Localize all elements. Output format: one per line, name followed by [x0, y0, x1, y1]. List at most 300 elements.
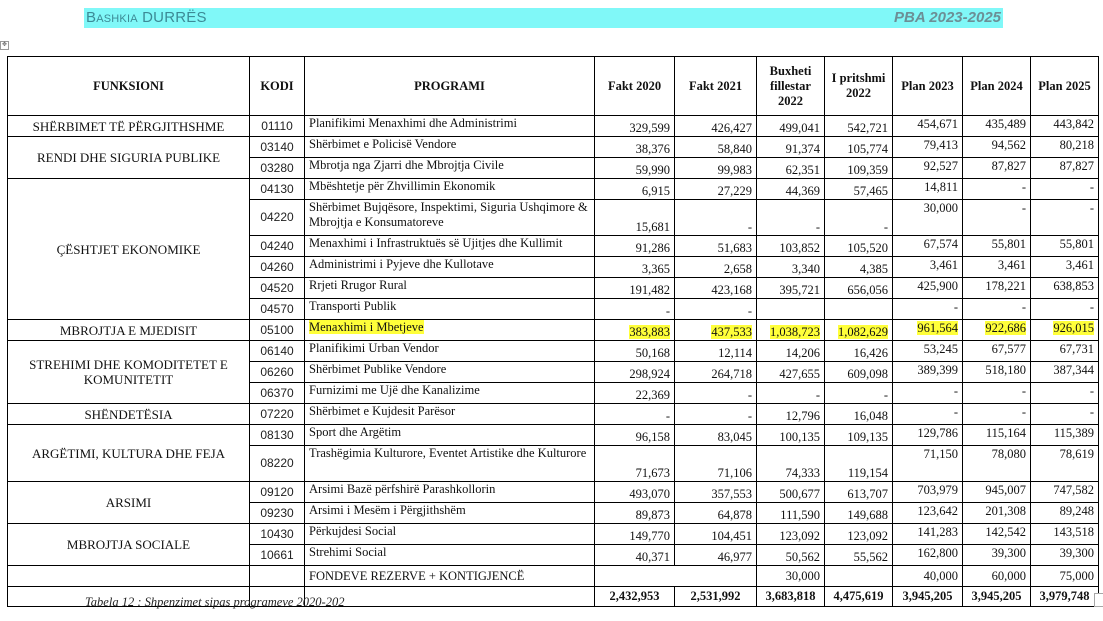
value-cell: [675, 257, 757, 278]
program-label: Administrimi i Pyjeve dhe Kullotave: [309, 257, 494, 271]
table-row: [8, 341, 1099, 362]
value-text: -: [1089, 201, 1094, 215]
value-text: 3,461: [929, 258, 958, 272]
value-cell: [595, 383, 675, 404]
value-cell: [675, 200, 757, 236]
value-text: 44,369: [785, 184, 820, 198]
total-cell: 3,945,205: [963, 587, 1031, 607]
value-text: 703,979: [917, 483, 958, 497]
value-text: 3,461: [997, 258, 1026, 272]
value-cell: [1031, 200, 1099, 236]
value-cell: [893, 236, 963, 257]
program-cell: [305, 482, 595, 503]
value-cell: [825, 404, 893, 425]
value-text: 123,092: [779, 529, 820, 543]
value-cell: [963, 278, 1031, 299]
program-label: Përkujdesi Social: [309, 524, 397, 538]
program-cell: [305, 179, 595, 200]
value-cell: [1031, 425, 1099, 446]
value-text: 3,461: [1065, 258, 1094, 272]
program-cell: [305, 200, 595, 236]
value-cell: [825, 545, 893, 566]
value-text: 518,180: [985, 363, 1026, 377]
title-initial: B: [86, 9, 97, 26]
value-cell: [963, 524, 1031, 545]
value-text: 499,041: [779, 121, 820, 135]
value-cell: [1031, 503, 1099, 524]
code-cell: 10430: [250, 524, 305, 545]
value-text: 105,520: [847, 241, 888, 255]
value-cell: 75,000: [1031, 566, 1099, 587]
function-cell: SHËNDETËSIA: [8, 404, 250, 425]
program-label: Shërbimet e Policisë Vendore: [309, 137, 457, 151]
code-cell: 04220: [250, 200, 305, 236]
value-text: 3,340: [791, 262, 820, 276]
function-cell: RENDI DHE SIGURIA PUBLIKE: [8, 137, 250, 179]
total-cell: 4,475,619: [825, 587, 893, 607]
program-label: Transporti Publik: [309, 299, 397, 313]
value-cell: [893, 482, 963, 503]
program-label: Arsimi i Mesëm i Përgjithshëm: [309, 503, 466, 517]
value-text: 1,038,723: [770, 325, 820, 339]
value-text: 67,731: [1059, 342, 1094, 356]
value-cell: [595, 566, 757, 587]
value-cell: [1031, 482, 1099, 503]
value-cell: [675, 425, 757, 446]
value-text: 500,677: [779, 487, 820, 501]
column-header: Plan 2024: [963, 57, 1031, 116]
value-cell: [675, 524, 757, 545]
value-text: -: [1021, 405, 1026, 419]
value-text: 142,542: [985, 525, 1026, 539]
function-cell: SHËRBIMET TË PËRGJITHSHME: [8, 116, 250, 137]
code-cell: 06260: [250, 362, 305, 383]
value-cell: [825, 566, 893, 587]
value-cell: [675, 383, 757, 404]
program-label: Menaxhimi i Infrastruktuës së Ujitjes dhe Kullimit: [309, 236, 563, 250]
value-text: -: [665, 304, 670, 318]
value-text: 115,164: [985, 426, 1026, 440]
value-cell: [893, 524, 963, 545]
value-cell: [1031, 116, 1099, 137]
table-move-handle-icon[interactable]: ✥: [1, 42, 8, 48]
value-cell: [595, 446, 675, 482]
value-cell: [963, 116, 1031, 137]
program-cell: [305, 320, 595, 341]
program-label: Planifikimi Menaxhimi dhe Administrimi: [309, 116, 517, 130]
value-text: 435,489: [985, 117, 1026, 131]
value-cell: 30,000: [757, 566, 825, 587]
value-text: 12,796: [785, 409, 820, 423]
value-cell: [595, 278, 675, 299]
value-cell: [757, 158, 825, 179]
value-cell: [757, 236, 825, 257]
value-cell: [893, 158, 963, 179]
value-cell: [963, 341, 1031, 362]
value-text: 201,308: [985, 504, 1026, 518]
column-header: FUNKSIONI: [8, 57, 250, 116]
value-text: 613,707: [847, 487, 888, 501]
value-cell: [595, 257, 675, 278]
program-cell: [305, 257, 595, 278]
value-cell: [963, 425, 1031, 446]
value-text: -: [665, 409, 670, 423]
value-cell: [757, 137, 825, 158]
code-cell: 08130: [250, 425, 305, 446]
value-cell: [675, 116, 757, 137]
reserve-row: [8, 566, 1099, 587]
value-text: -: [747, 409, 752, 423]
column-header: Fakt 2020: [595, 57, 675, 116]
value-text: 747,582: [1053, 483, 1094, 497]
value-text: 55,801: [991, 237, 1026, 251]
value-cell: [757, 179, 825, 200]
value-cell: [963, 299, 1031, 320]
value-cell: [1031, 341, 1099, 362]
value-text: 162,800: [917, 546, 958, 560]
value-text: 638,853: [1053, 279, 1094, 293]
table-row: [8, 116, 1099, 137]
value-text: 298,924: [629, 367, 670, 381]
value-text: 15,681: [635, 220, 670, 234]
value-text: 92,527: [923, 159, 958, 173]
program-label: Strehimi Social: [309, 545, 387, 559]
value-cell: [825, 503, 893, 524]
value-cell: [825, 137, 893, 158]
value-text: 67,577: [991, 342, 1026, 356]
value-cell: [963, 257, 1031, 278]
program-label: Sport dhe Argëtim: [309, 425, 402, 439]
value-cell: [963, 404, 1031, 425]
function-cell: STREHIMI DHE KOMODITETET E KOMUNITETIT: [8, 341, 250, 404]
function-cell: ARSIMI: [8, 482, 250, 524]
total-cell: 2,432,953: [595, 587, 675, 607]
value-text: 129,786: [917, 426, 958, 440]
function-cell: MBROJTJA SOCIALE: [8, 524, 250, 566]
value-cell: [963, 446, 1031, 482]
value-text: 493,070: [629, 487, 670, 501]
value-cell: [675, 545, 757, 566]
value-text: 100,135: [779, 430, 820, 444]
value-cell: [595, 299, 675, 320]
value-text: 191,482: [629, 283, 670, 297]
program-label: Mbrotja nga Zjarri dhe Mbrojtja Civile: [309, 158, 504, 172]
value-cell: [825, 299, 893, 320]
program-cell: [305, 158, 595, 179]
code-cell: 05100: [250, 320, 305, 341]
value-text: 87,827: [991, 159, 1026, 173]
value-cell: [1031, 236, 1099, 257]
value-cell: [825, 179, 893, 200]
value-cell: [1031, 383, 1099, 404]
value-cell: [675, 236, 757, 257]
value-cell: [757, 362, 825, 383]
value-text: -: [953, 300, 958, 314]
value-cell: [825, 524, 893, 545]
value-cell: [893, 179, 963, 200]
value-cell: [757, 446, 825, 482]
value-cell: [963, 320, 1031, 341]
value-cell: [825, 257, 893, 278]
value-cell: [675, 179, 757, 200]
pba-period: PBA 2023-2025: [893, 9, 1001, 26]
value-text: 115,389: [1053, 426, 1094, 440]
value-cell: [757, 482, 825, 503]
value-cell: [595, 236, 675, 257]
value-cell: [757, 503, 825, 524]
value-cell: [757, 341, 825, 362]
value-cell: [757, 200, 825, 236]
function-cell: ARGËTIMI, KULTURA DHE FEJA: [8, 425, 250, 482]
column-header: KODI: [250, 57, 305, 116]
value-cell: [825, 383, 893, 404]
value-cell: [675, 341, 757, 362]
value-cell: [825, 320, 893, 341]
code-cell: 06140: [250, 341, 305, 362]
code-cell: 09230: [250, 503, 305, 524]
code-cell: 01110: [250, 116, 305, 137]
value-text: 105,774: [847, 142, 888, 156]
value-cell: [1031, 320, 1099, 341]
value-text: 14,811: [924, 180, 958, 194]
program-cell: [305, 383, 595, 404]
program-cell: [305, 524, 595, 545]
value-cell: [595, 425, 675, 446]
value-cell: [675, 446, 757, 482]
code-cell: 03140: [250, 137, 305, 158]
value-text: -: [747, 304, 752, 318]
code-cell: 04240: [250, 236, 305, 257]
value-cell: [963, 236, 1031, 257]
value-cell: [825, 116, 893, 137]
value-cell: [963, 482, 1031, 503]
value-text: 149,770: [629, 529, 670, 543]
program-cell: [305, 425, 595, 446]
value-text: -: [1089, 180, 1094, 194]
value-cell: [893, 545, 963, 566]
program-cell: [305, 404, 595, 425]
value-text: 425,900: [917, 279, 958, 293]
value-text: 389,399: [917, 363, 958, 377]
value-text: -: [1021, 201, 1026, 215]
value-text: -: [1021, 180, 1026, 194]
table-header-row: [8, 57, 1099, 116]
value-cell: [963, 545, 1031, 566]
code-cell: 08220: [250, 446, 305, 482]
value-text: 395,721: [779, 283, 820, 297]
value-cell: [825, 446, 893, 482]
value-text: 103,852: [779, 241, 820, 255]
value-text: 67,574: [923, 237, 958, 251]
value-text: 78,080: [991, 447, 1026, 461]
value-cell: [595, 200, 675, 236]
total-cell: 3,979,748: [1031, 587, 1099, 607]
code-cell: 06370: [250, 383, 305, 404]
value-cell: [893, 503, 963, 524]
value-cell: 40,000: [893, 566, 963, 587]
value-text: 99,983: [717, 163, 752, 177]
value-cell: [893, 278, 963, 299]
value-cell: [893, 425, 963, 446]
table-caption: Tabela 12 : Shpenzimet sipas programeve 2020-202: [85, 595, 345, 609]
value-text: 14,206: [785, 346, 820, 360]
value-text: -: [1089, 405, 1094, 419]
code-cell: 10661: [250, 545, 305, 566]
value-text: 78,619: [1059, 447, 1094, 461]
value-text: -: [953, 384, 958, 398]
table-row: [8, 137, 1099, 158]
value-cell: [757, 425, 825, 446]
value-cell: [963, 503, 1031, 524]
value-text: 3,365: [641, 262, 670, 276]
value-text: 30,000: [923, 201, 958, 215]
value-text: 39,300: [1059, 546, 1094, 560]
value-text: -: [747, 220, 752, 234]
value-cell: [757, 524, 825, 545]
value-cell: [1031, 158, 1099, 179]
value-text: 454,671: [917, 117, 958, 131]
value-cell: [963, 137, 1031, 158]
table-row: [8, 179, 1099, 200]
program-cell: [305, 299, 595, 320]
value-cell: [595, 362, 675, 383]
value-cell: [595, 404, 675, 425]
value-cell: [1031, 278, 1099, 299]
empty-cell: [250, 566, 305, 587]
value-text: 62,351: [785, 163, 820, 177]
program-label: Shërbimet e Kujdesit Parësor: [309, 404, 456, 418]
value-text: 4,385: [859, 262, 888, 276]
program-cell: [305, 116, 595, 137]
value-text: 945,007: [985, 483, 1026, 497]
value-cell: [825, 200, 893, 236]
value-cell: [675, 137, 757, 158]
value-cell: [595, 320, 675, 341]
value-text: -: [953, 405, 958, 419]
value-text: 329,599: [629, 121, 670, 135]
value-cell: [675, 503, 757, 524]
value-text: 79,413: [923, 138, 958, 152]
value-text: 40,371: [635, 550, 670, 564]
value-text: 123,092: [847, 529, 888, 543]
value-cell: [675, 158, 757, 179]
value-text: 961,564: [917, 321, 958, 335]
program-label: Rrjeti Rrugor Rural: [309, 278, 407, 292]
value-text: 71,673: [635, 466, 670, 480]
program-label: Trashëgimia Kulturore, Eventet Artistike dhe Kulturore: [309, 446, 587, 460]
value-cell: [757, 545, 825, 566]
value-text: -: [1089, 300, 1094, 314]
value-cell: [825, 236, 893, 257]
table-resize-handle[interactable]: [1094, 593, 1103, 607]
column-header: PROGRAMI: [305, 57, 595, 116]
value-text: 178,221: [985, 279, 1026, 293]
value-cell: [1031, 137, 1099, 158]
table-row: [8, 425, 1099, 446]
column-header: I pritshmi 2022: [825, 57, 893, 116]
total-cell: 3,683,818: [757, 587, 825, 607]
reserve-label: FONDEVE REZERVE + KONTIGJENCË: [305, 566, 595, 587]
value-cell: [893, 320, 963, 341]
value-text: 91,286: [635, 241, 670, 255]
value-cell: [675, 299, 757, 320]
value-text: 656,056: [847, 283, 888, 297]
value-cell: [893, 299, 963, 320]
value-cell: [675, 404, 757, 425]
code-cell: 03280: [250, 158, 305, 179]
value-cell: [963, 362, 1031, 383]
value-text: -: [1089, 384, 1094, 398]
value-text: 264,718: [711, 367, 752, 381]
value-text: 59,990: [635, 163, 670, 177]
table-row: [8, 482, 1099, 503]
code-cell: 04130: [250, 179, 305, 200]
value-cell: [963, 200, 1031, 236]
value-cell: [675, 278, 757, 299]
value-text: 2,658: [723, 262, 752, 276]
value-text: 57,465: [853, 184, 888, 198]
value-cell: [893, 362, 963, 383]
document-header: [84, 8, 1003, 28]
value-cell: [825, 341, 893, 362]
value-cell: [825, 278, 893, 299]
code-cell: 04570: [250, 299, 305, 320]
value-cell: [825, 482, 893, 503]
value-cell: [1031, 446, 1099, 482]
code-cell: 07220: [250, 404, 305, 425]
budget-table: [7, 56, 1099, 607]
value-text: 104,451: [711, 529, 752, 543]
value-cell: [595, 503, 675, 524]
value-text: 16,426: [853, 346, 888, 360]
program-cell: [305, 236, 595, 257]
value-cell: [1031, 362, 1099, 383]
table-row: [8, 320, 1099, 341]
value-cell: [893, 137, 963, 158]
value-cell: [595, 137, 675, 158]
value-text: 443,842: [1053, 117, 1094, 131]
code-cell: 09120: [250, 482, 305, 503]
value-text: 74,333: [785, 466, 820, 480]
program-cell: [305, 278, 595, 299]
total-cell: 3,945,205: [893, 587, 963, 607]
value-text: 89,248: [1059, 504, 1094, 518]
value-text: 542,721: [847, 121, 888, 135]
value-text: 89,873: [635, 508, 670, 522]
program-cell: [305, 446, 595, 482]
value-cell: [1031, 299, 1099, 320]
program-label: Menaxhimi i Mbetjeve: [309, 320, 424, 334]
value-text: 50,168: [635, 346, 670, 360]
value-text: 55,801: [1059, 237, 1094, 251]
value-cell: [757, 257, 825, 278]
value-text: 12,114: [718, 346, 752, 360]
value-text: 94,562: [991, 138, 1026, 152]
value-text: 27,229: [717, 184, 752, 198]
value-text: 87,827: [1059, 159, 1094, 173]
value-text: 38,376: [635, 142, 670, 156]
program-cell: [305, 341, 595, 362]
table-row: [8, 524, 1099, 545]
program-label: Planifikimi Urban Vendor: [309, 341, 439, 355]
value-text: 91,374: [785, 142, 820, 156]
value-text: 46,977: [717, 550, 752, 564]
value-text: 427,655: [779, 367, 820, 381]
value-cell: [963, 179, 1031, 200]
value-text: -: [747, 388, 752, 402]
value-cell: [1031, 179, 1099, 200]
value-text: 51,683: [717, 241, 752, 255]
